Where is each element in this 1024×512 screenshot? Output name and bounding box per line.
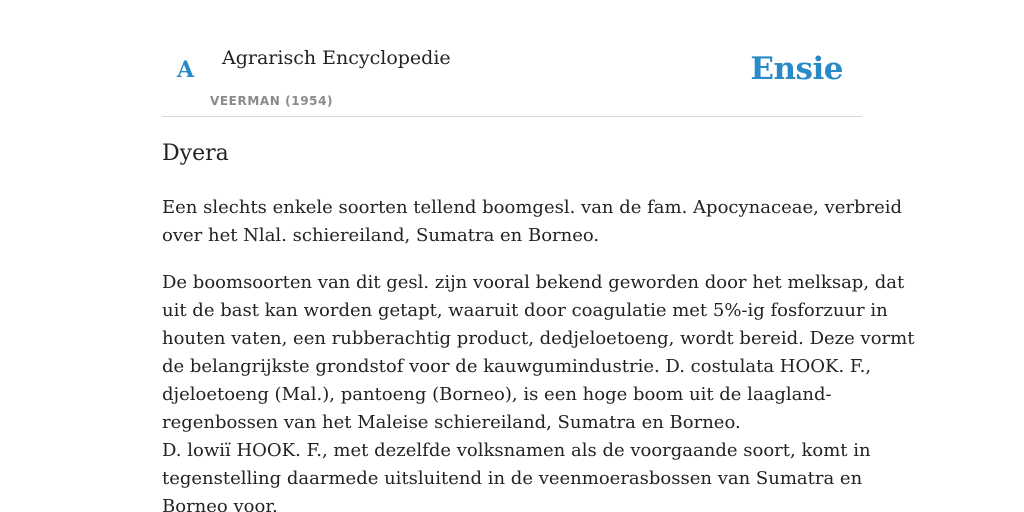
entry-paragraph-1 <box>162 194 903 250</box>
ensie-logo-link[interactable]: Ensie <box>750 51 843 87</box>
letter-index-link[interactable]: A <box>177 57 195 83</box>
entry-paragraph-2 <box>162 269 915 512</box>
entry-content <box>162 138 915 512</box>
text-line: De boomsoorten van dit gesl. zijn vooral bekend geworden door het melksap, dat <box>162 272 905 293</box>
book-author-year: VEERMAN (1954) <box>210 94 334 108</box>
site-header <box>162 0 862 117</box>
text-line: Een slechts enkele soorten tellend boomgesl. van de fam. Apocynaceae, verbreid <box>162 197 903 218</box>
text-line: djeloetoeng (Mal.), pantoeng (Borneo), is een hoge boom uit de laagland- <box>162 384 832 405</box>
entry-title: Dyera <box>162 141 229 166</box>
text-line: houten vaten, een rubberachtig product, dedjeloetoeng, wordt bereid. Deze vormt <box>162 328 915 349</box>
text-line: regenbossen van het Maleise schiereiland, Sumatra en Borneo. <box>162 412 741 433</box>
text-line: de belangrijkste grondstof voor de kauwgumindustrie. D. costulata HOOK. F., <box>162 356 872 377</box>
text-line: uit de bast kan worden getapt, waaruit door coagulatie met 5%-ig fosforzuur in <box>162 300 888 321</box>
text-line: over het Nlal. schiereiland, Sumatra en Borneo. <box>162 225 600 246</box>
text-line: tegenstelling daarmede uitsluitend in de veenmoerasbossen van Sumatra en <box>162 468 863 489</box>
book-title-link[interactable]: Agrarisch Encyclopedie <box>222 47 451 69</box>
text-line: D. lowiï HOOK. F., met dezelfde volksnamen als de voorgaande soort, komt in <box>162 440 871 461</box>
text-line: Borneo voor. <box>162 496 278 512</box>
